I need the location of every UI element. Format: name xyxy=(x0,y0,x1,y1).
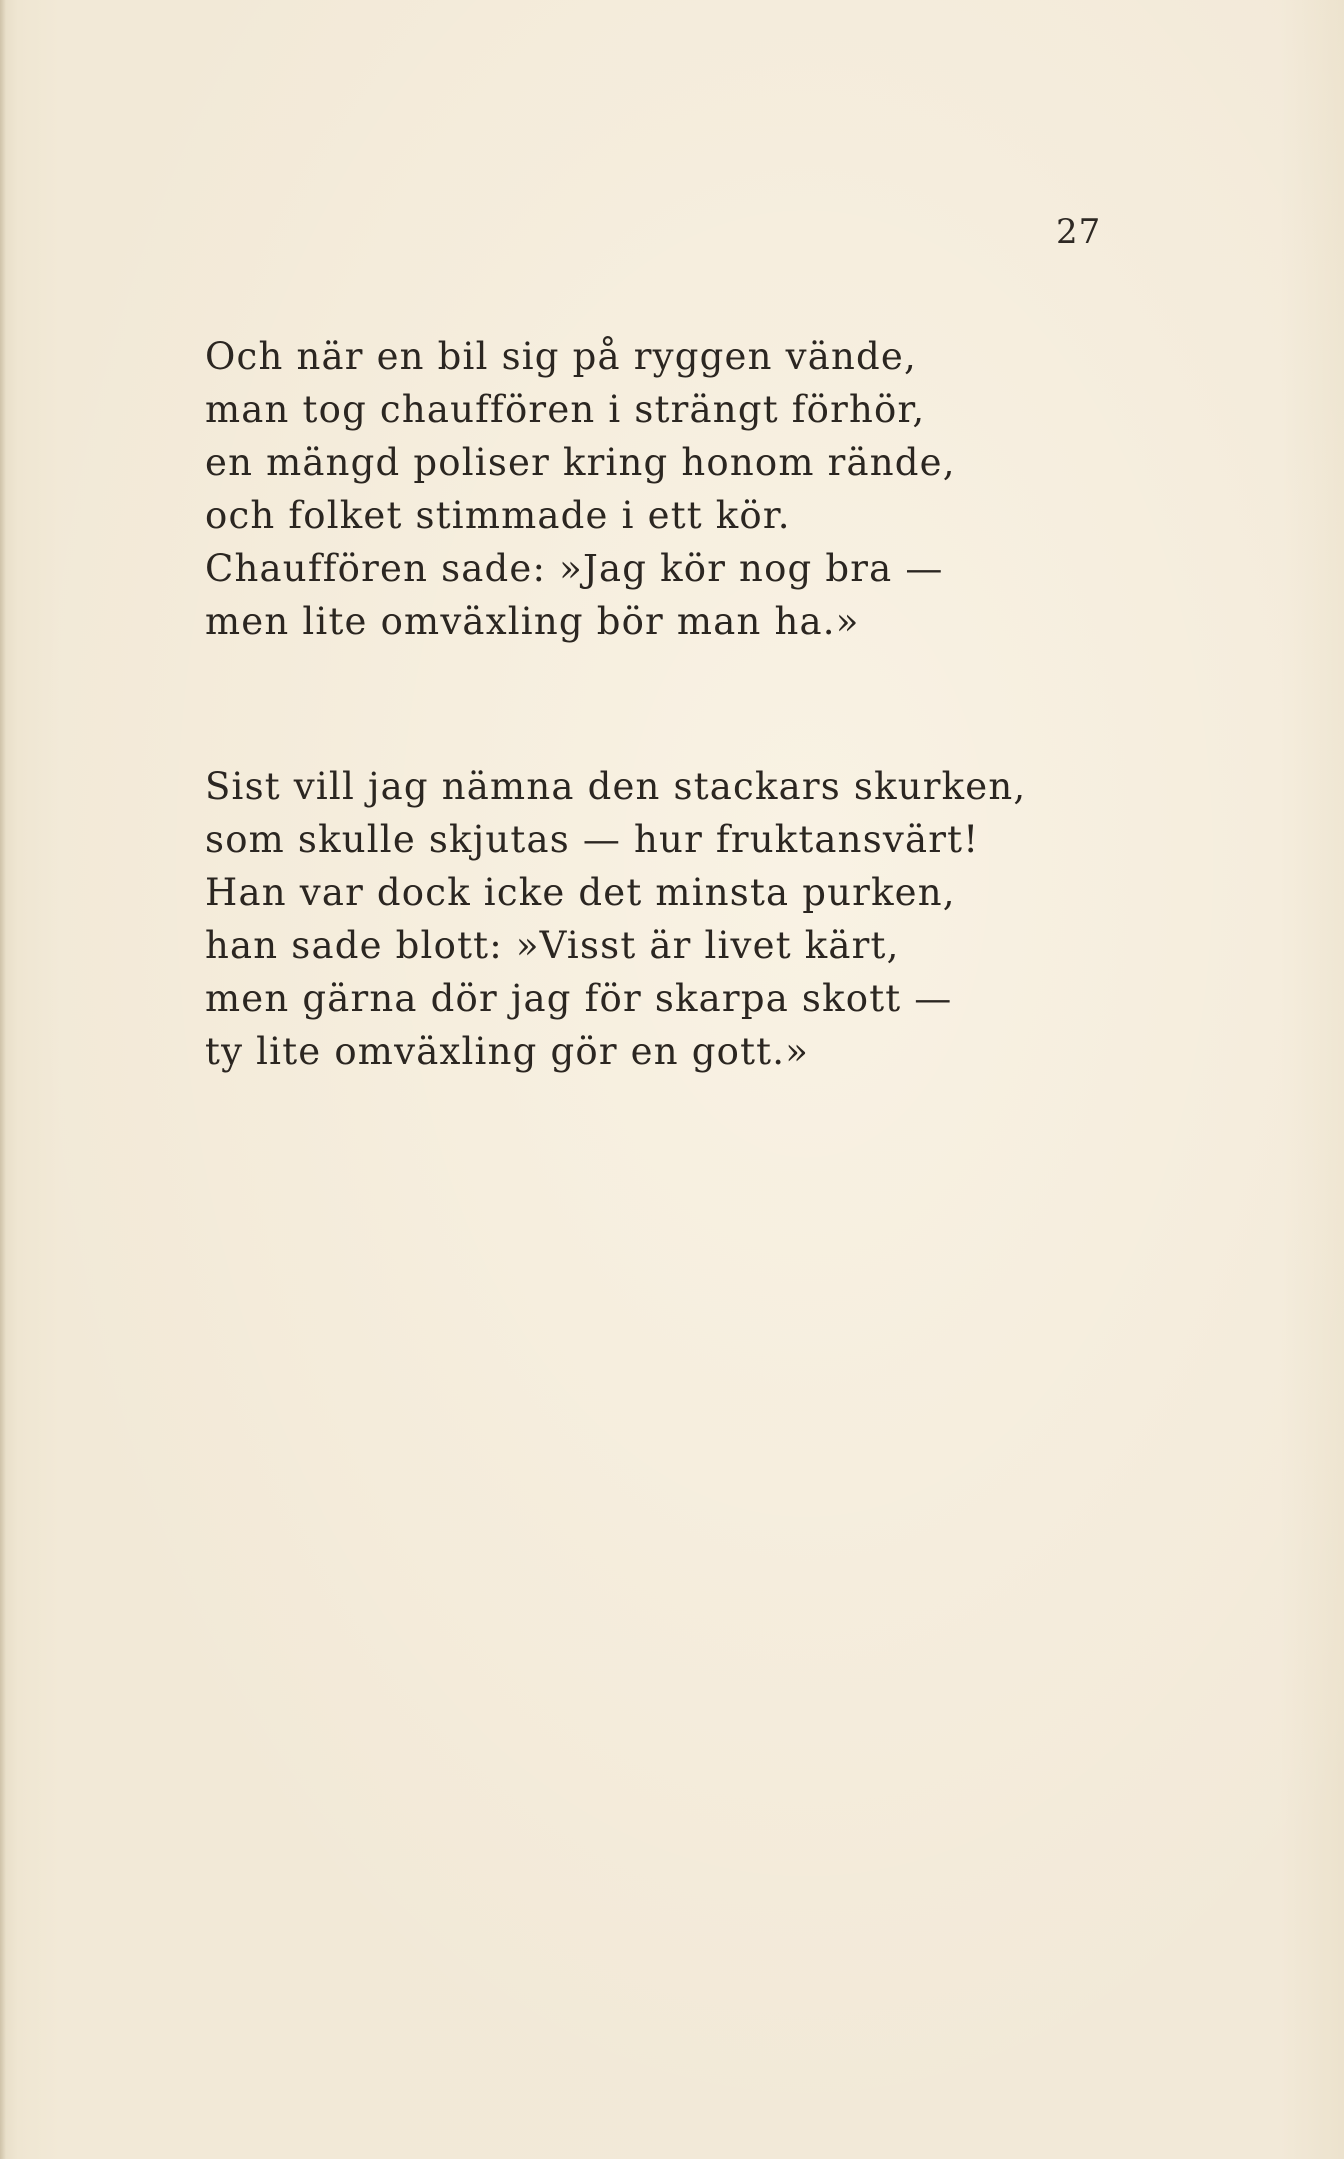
poem-line: en mängd poliser kring honom rände, xyxy=(205,441,956,484)
poem-line: Chauffören sade: »Jag kör nog bra — xyxy=(205,547,944,590)
poem-line: som skulle skjutas — hur fruktansvärt! xyxy=(205,818,980,861)
poem-line: han sade blott: »Visst är livet kärt, xyxy=(205,924,900,967)
poem-line: Och när en bil sig på ryggen vände, xyxy=(205,335,917,378)
page-number: 27 xyxy=(1056,212,1102,252)
poem-stanza-1 xyxy=(205,330,956,648)
poem-line: ty lite omväxling gör en gott.» xyxy=(205,1030,810,1073)
poem-line: men lite omväxling bör man ha.» xyxy=(205,600,860,643)
page-spine-edge xyxy=(0,0,6,2159)
poem-line: men gärna dör jag för skarpa skott — xyxy=(205,977,953,1020)
poem-line: man tog chauffören i strängt förhör, xyxy=(205,388,926,431)
poem-line: Han var dock icke det minsta purken, xyxy=(205,871,956,914)
poem-stanza-2 xyxy=(205,760,1026,1078)
poem-line: Sist vill jag nämna den stackars skurken, xyxy=(205,765,1027,808)
poem-line: och folket stimmade i ett kör. xyxy=(205,494,791,537)
